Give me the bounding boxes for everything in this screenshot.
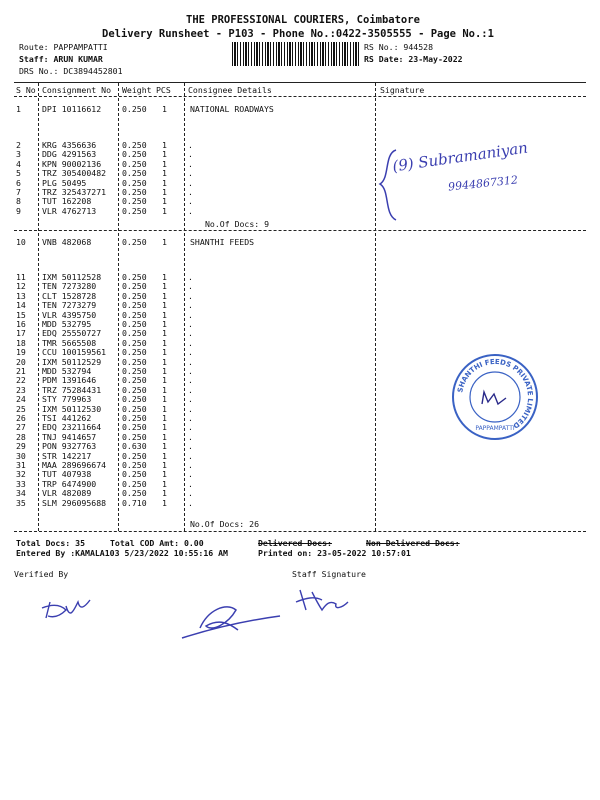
row-consignment: VNB 482068 xyxy=(42,237,92,247)
row-consignment: EDQ 25550727 xyxy=(42,328,102,339)
row-weight: 0.250 xyxy=(122,104,147,114)
row-detail-mark: . xyxy=(188,187,193,197)
row-weight: 0.250 xyxy=(122,478,147,489)
row-detail-mark: . xyxy=(188,281,193,292)
row-sno: 30 xyxy=(16,450,26,461)
row-pcs: 1 xyxy=(162,394,167,405)
col-signature: Signature xyxy=(380,85,425,95)
row-detail-mark: . xyxy=(188,149,193,160)
row-pcs: 1 xyxy=(162,337,167,348)
verified-by-label: Verified By xyxy=(14,569,69,579)
row-weight: 0.250 xyxy=(122,187,147,197)
row-weight: 0.250 xyxy=(122,300,147,311)
row-pcs: 1 xyxy=(162,272,167,282)
row-weight: 0.250 xyxy=(122,469,147,480)
footer-signatures xyxy=(30,580,390,650)
table-header xyxy=(0,86,600,95)
row-sno: 24 xyxy=(16,394,26,405)
row-sno: 26 xyxy=(16,413,26,423)
row-sno: 12 xyxy=(16,281,26,292)
row-detail-mark: . xyxy=(188,328,193,339)
row-consignment: STR 142217 xyxy=(42,450,92,461)
row-pcs: 1 xyxy=(162,205,167,216)
handwritten-phone: 9944867312 xyxy=(447,173,519,194)
company-title: THE PROFESSIONAL COURIERS, Coimbatore xyxy=(186,14,420,26)
row-consignment: KRG 4356636 xyxy=(42,140,97,150)
row-pcs: 1 xyxy=(162,290,167,301)
delivered-docs: Delivered Docs: xyxy=(258,538,332,548)
row-detail-mark: . xyxy=(188,469,193,480)
table-row xyxy=(0,442,600,451)
route-label: Route: PAPPAMPATTI xyxy=(19,42,108,52)
row-weight: 0.250 xyxy=(122,328,147,339)
docs-count-group1: No.Of Docs: 9 xyxy=(205,219,270,229)
row-pcs: 1 xyxy=(162,366,167,376)
row-consignment: EDQ 23211664 xyxy=(42,422,102,433)
table-row xyxy=(0,238,600,247)
header-rule xyxy=(14,96,586,97)
row-weight: 0.250 xyxy=(122,177,147,188)
row-consignment: DDG 4291563 xyxy=(42,149,97,160)
staff-label: Staff: ARUN KUMAR xyxy=(19,54,103,64)
row-sno: 2 xyxy=(16,140,21,150)
row-consignment: VLR 4395750 xyxy=(42,309,97,320)
entered-by: Entered By :KAMALA103 5/23/2022 10:55:16 AM xyxy=(16,548,228,558)
row-pcs: 1 xyxy=(162,309,167,320)
row-detail-mark: . xyxy=(188,441,193,452)
row-weight: 0.250 xyxy=(122,168,147,179)
row-weight: 0.630 xyxy=(122,441,147,452)
row-consignment: MAA 289696674 xyxy=(42,460,107,470)
row-pcs: 1 xyxy=(162,478,167,489)
row-sno: 9 xyxy=(16,205,21,216)
row-consignment: PDM 1391646 xyxy=(42,375,97,386)
row-consignment: SLM 296095688 xyxy=(42,497,107,508)
row-consignment: TRZ 305400482 xyxy=(42,168,107,179)
row-detail-mark: . xyxy=(188,158,193,169)
consignee-shanthi-feeds: SHANTHI FEEDS xyxy=(190,237,255,247)
row-sno: 6 xyxy=(16,177,21,188)
col-details: Consignee Details xyxy=(188,85,272,95)
col-sno: S No xyxy=(16,85,36,95)
row-sno: 8 xyxy=(16,196,21,207)
row-consignment: IXM 50112528 xyxy=(42,272,102,282)
row-pcs: 1 xyxy=(162,140,167,150)
row-detail-mark: . xyxy=(188,272,193,282)
row-pcs: 1 xyxy=(162,375,167,386)
row-pcs: 1 xyxy=(162,431,167,442)
row-weight: 0.250 xyxy=(122,431,147,442)
row-detail-mark: . xyxy=(188,177,193,188)
row-sno: 11 xyxy=(16,272,26,282)
table-bottom-rule xyxy=(14,531,586,532)
row-weight: 0.250 xyxy=(122,140,147,150)
total-cod: Total COD Amt: 0.00 xyxy=(110,538,204,548)
group-rule xyxy=(14,230,586,231)
col-consignment: Consignment No xyxy=(42,85,112,95)
runsheet-subtitle: Delivery Runsheet - P103 - Phone No.:0422-3505555 - Page No.:1 xyxy=(102,28,494,40)
row-consignment: TMR 5665508 xyxy=(42,337,97,348)
row-sno: 13 xyxy=(16,290,26,301)
row-detail-mark: . xyxy=(188,168,193,179)
row-consignment: TUT 407938 xyxy=(42,469,92,480)
row-weight: 0.250 xyxy=(122,403,147,414)
row-pcs: 1 xyxy=(162,422,167,433)
svg-text:SHANTHI FEEDS PRIVATE LIMITED xyxy=(456,358,534,430)
row-consignment: IXM 50112529 xyxy=(42,356,102,367)
row-weight: 0.250 xyxy=(122,158,147,169)
consignee-national-roadways: NATIONAL ROADWAYS xyxy=(190,104,274,114)
row-consignment: STY 779963 xyxy=(42,394,92,405)
printed-on: Printed on: 23-05-2022 10:57:01 xyxy=(258,548,411,558)
row-detail-mark: . xyxy=(188,196,193,207)
rs-number: RS No.: 944528 xyxy=(364,42,434,52)
row-sno: 17 xyxy=(16,328,26,339)
row-weight: 0.250 xyxy=(122,319,147,329)
row-consignment: VLR 4762713 xyxy=(42,205,97,216)
row-weight: 0.250 xyxy=(122,149,147,160)
col-pcs: PCS xyxy=(156,85,171,95)
row-pcs: 1 xyxy=(162,450,167,461)
row-detail-mark: . xyxy=(188,375,193,386)
row-detail-mark: . xyxy=(188,422,193,433)
row-sno: 31 xyxy=(16,460,26,470)
row-sno: 1 xyxy=(16,104,21,114)
row-weight: 0.250 xyxy=(122,413,147,423)
row-weight: 0.250 xyxy=(122,290,147,301)
row-detail-mark: . xyxy=(188,347,193,358)
row-sno: 34 xyxy=(16,488,26,499)
row-detail-mark: . xyxy=(188,290,193,301)
row-sno: 35 xyxy=(16,497,26,508)
row-detail-mark: . xyxy=(188,366,193,376)
row-consignment: KPN 90002136 xyxy=(42,158,102,169)
row-weight: 0.250 xyxy=(122,394,147,405)
row-sno: 18 xyxy=(16,337,26,348)
row-consignment: MDD 532794 xyxy=(42,366,92,376)
row-detail-mark: . xyxy=(188,460,193,470)
row-detail-mark: . xyxy=(188,384,193,395)
row-pcs: 1 xyxy=(162,413,167,423)
row-detail-mark: . xyxy=(188,319,193,329)
row-sno: 32 xyxy=(16,469,26,480)
row-pcs: 1 xyxy=(162,196,167,207)
table-top-rule xyxy=(14,82,586,83)
row-consignment: TRZ 325437271 xyxy=(42,187,107,197)
row-sno: 19 xyxy=(16,347,26,358)
row-detail-mark: . xyxy=(188,309,193,320)
table-row xyxy=(0,301,600,310)
row-sno: 28 xyxy=(16,431,26,442)
company-stamp xyxy=(450,352,540,442)
stamp-text-bottom: PAPPAMPATTI xyxy=(475,425,515,432)
row-weight: 0.250 xyxy=(122,309,147,320)
row-pcs: 1 xyxy=(162,441,167,452)
row-sno: 27 xyxy=(16,422,26,433)
row-sno: 14 xyxy=(16,300,26,311)
row-weight: 0.250 xyxy=(122,488,147,499)
row-consignment: TEN 7273279 xyxy=(42,300,97,311)
docs-count-group2: No.Of Docs: 26 xyxy=(190,519,260,529)
row-pcs: 1 xyxy=(162,319,167,329)
row-detail-mark: . xyxy=(188,337,193,348)
table-row xyxy=(0,105,600,114)
row-pcs: 1 xyxy=(162,469,167,480)
row-pcs: 1 xyxy=(162,168,167,179)
row-detail-mark: . xyxy=(188,140,193,150)
row-sno: 33 xyxy=(16,478,26,489)
row-detail-mark: . xyxy=(188,478,193,489)
row-detail-mark: . xyxy=(188,450,193,461)
barcode xyxy=(232,42,360,66)
row-pcs: 1 xyxy=(162,356,167,367)
table-row xyxy=(0,489,600,498)
row-consignment: TRP 6474900 xyxy=(42,478,97,489)
row-pcs: 1 xyxy=(162,488,167,499)
row-pcs: 1 xyxy=(162,300,167,311)
row-pcs: 1 xyxy=(162,187,167,197)
table-row xyxy=(0,499,600,508)
row-weight: 0.250 xyxy=(122,337,147,348)
row-consignment: TUT 162208 xyxy=(42,196,92,207)
row-pcs: 1 xyxy=(162,177,167,188)
row-weight: 0.250 xyxy=(122,460,147,470)
row-sno: 25 xyxy=(16,403,26,414)
row-consignment: PON 9327763 xyxy=(42,441,97,452)
row-detail-mark: . xyxy=(188,497,193,508)
row-sno: 23 xyxy=(16,384,26,395)
row-pcs: 1 xyxy=(162,149,167,160)
row-weight: 0.250 xyxy=(122,347,147,358)
row-detail-mark: . xyxy=(188,205,193,216)
row-consignment: TRZ 75284431 xyxy=(42,384,102,395)
row-pcs: 1 xyxy=(162,237,167,247)
row-detail-mark: . xyxy=(188,403,193,414)
row-detail-mark: . xyxy=(188,488,193,499)
row-consignment: DPI 10116612 xyxy=(42,104,102,114)
row-pcs: 1 xyxy=(162,281,167,292)
row-weight: 0.250 xyxy=(122,196,147,207)
row-sno: 15 xyxy=(16,309,26,320)
col-weight: Weight xyxy=(122,85,152,95)
drs-label: DRS No.: DC3894452801 xyxy=(19,66,123,76)
row-consignment: MDD 532795 xyxy=(42,319,92,329)
row-weight: 0.710 xyxy=(122,497,147,508)
row-pcs: 1 xyxy=(162,347,167,358)
row-sno: 21 xyxy=(16,366,26,376)
row-weight: 0.250 xyxy=(122,384,147,395)
row-pcs: 1 xyxy=(162,104,167,114)
row-pcs: 1 xyxy=(162,328,167,339)
stamp-text-top: SHANTHI FEEDS PRIVATE LIMITED xyxy=(456,357,535,430)
non-delivered-docs: Non Delivered Docs: xyxy=(366,538,460,548)
row-consignment: IXM 50112530 xyxy=(42,403,102,414)
row-sno: 29 xyxy=(16,441,26,452)
row-sno: 3 xyxy=(16,149,21,160)
row-pcs: 1 xyxy=(162,497,167,508)
row-detail-mark: . xyxy=(188,431,193,442)
row-pcs: 1 xyxy=(162,158,167,169)
total-docs: Total Docs: 35 xyxy=(16,538,86,548)
row-sno: 16 xyxy=(16,319,26,329)
row-sno: 5 xyxy=(16,168,21,179)
row-weight: 0.250 xyxy=(122,375,147,386)
row-weight: 0.250 xyxy=(122,205,147,216)
row-weight: 0.250 xyxy=(122,237,147,247)
row-weight: 0.250 xyxy=(122,272,147,282)
row-consignment: CCU 100159561 xyxy=(42,347,107,358)
row-consignment: VLR 482089 xyxy=(42,488,92,499)
staff-signature-label: Staff Signature xyxy=(292,569,366,579)
row-consignment: TEN 7273280 xyxy=(42,281,97,292)
row-consignment: TSI 441262 xyxy=(42,413,92,423)
row-sno: 22 xyxy=(16,375,26,386)
row-sno: 10 xyxy=(16,237,26,247)
row-pcs: 1 xyxy=(162,460,167,470)
row-sno: 7 xyxy=(16,187,21,197)
row-consignment: CLT 1528728 xyxy=(42,290,97,301)
row-weight: 0.250 xyxy=(122,450,147,461)
row-detail-mark: . xyxy=(188,300,193,311)
row-detail-mark: . xyxy=(188,356,193,367)
row-weight: 0.250 xyxy=(122,281,147,292)
rs-date: RS Date: 23-May-2022 xyxy=(364,54,463,64)
row-weight: 0.250 xyxy=(122,356,147,367)
handwritten-name: (9) Subramaniyan xyxy=(391,138,529,176)
row-detail-mark: . xyxy=(188,413,193,423)
row-pcs: 1 xyxy=(162,403,167,414)
row-weight: 0.250 xyxy=(122,422,147,433)
row-consignment: TNJ 9414657 xyxy=(42,431,97,442)
row-sno: 20 xyxy=(16,356,26,367)
row-weight: 0.250 xyxy=(122,366,147,376)
row-detail-mark: . xyxy=(188,394,193,405)
row-pcs: 1 xyxy=(162,384,167,395)
row-sno: 4 xyxy=(16,158,21,169)
row-consignment: PLG 50495 xyxy=(42,177,87,188)
